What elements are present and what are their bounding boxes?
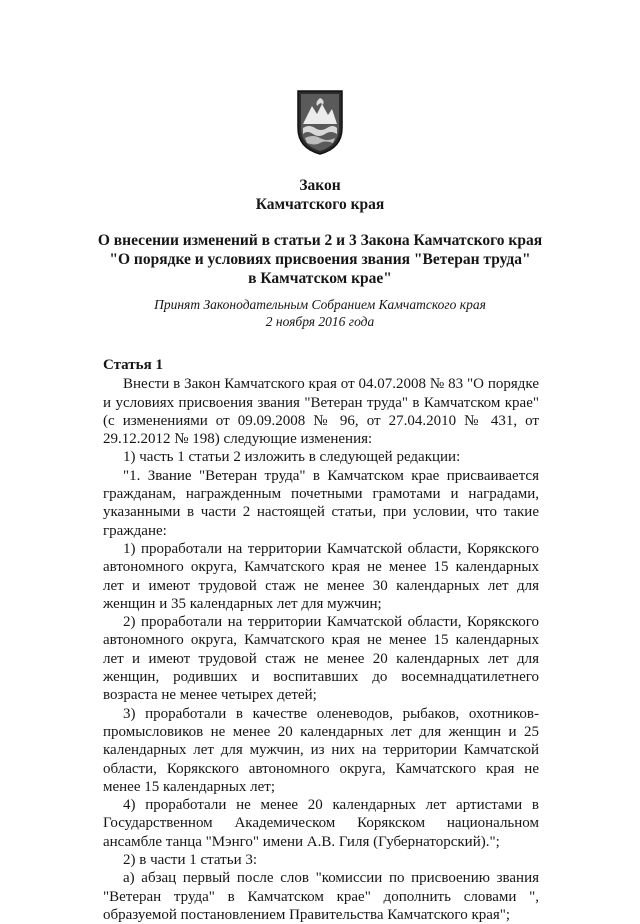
article-paragraph: 2) в части 1 статьи 3: <box>123 852 258 869</box>
article-paragraph: 1) часть 1 статьи 2 изложить в следующей редакции: <box>123 449 461 466</box>
article-paragraph: а) абзац первый после слов "комиссии по присвоению звания "Ветеран труда" в Камчатском крае" дополнить словами ", образуемой постановлением Правительства Камчатского края"; <box>103 870 539 923</box>
law-subject-line-1: О внесении изменений в статьи 2 и 3 Закона Камчатского края <box>97 232 543 249</box>
adoption-date: 2 ноября 2016 года <box>265 314 375 329</box>
law-title <box>0 176 640 214</box>
kamchatka-coat-of-arms-icon <box>295 88 345 156</box>
law-subject <box>0 231 640 288</box>
article-paragraph: 4) проработали не менее 20 календарных лет артистами в Государственном Академическом Корякском национальном ансамбле танца "Мэнго" имени А.В. Гиля (Губернаторский)."; <box>103 797 539 850</box>
law-title-line-2: Камчатского края <box>255 196 385 213</box>
article-paragraph: 1) проработали на территории Камчатской области, Корякского автономного округа, Камчатского края не менее 15 календарных лет и имеют трудовой стаж не менее 30 календарных лет для женщин и 35 календарных лет для мужчин; <box>103 540 539 612</box>
adoption-note-line-1: Принят Законодательным Собранием Камчатского края <box>154 297 486 312</box>
article-paragraph: 3) проработали в качестве оленеводов, рыбаков, охотников-промысловиков не менее 20 календарных лет для женщин и 25 календарных лет для мужчин, из них на территории Камчатской области, Корякского автономного округа, Камчатского края не менее 15 календарных лет; <box>103 705 539 795</box>
article-heading: Статья 1 <box>103 357 163 373</box>
law-subject-line-3: в Камчатском крае" <box>248 270 392 287</box>
article-body <box>103 356 539 924</box>
article-paragraph: "1. Звание "Ветеран труда" в Камчатском крае присваивается гражданам, награжденным почетными грамотами и наградами, указанными в части 2 настоящей статьи, при условии, что такие граждане: <box>103 467 539 539</box>
adoption-note <box>0 296 640 330</box>
law-subject-line-2: "О порядке и условиях присвоения звания "Ветеран труда" <box>109 251 531 268</box>
article-paragraph: Внести в Закон Камчатского края от 04.07.2008 № 83 "О порядке и условиях присвоения звания "Ветеран труда" в Камчатском крае" (с изменениями от 09.09.2008 № 96, от 27.04.2010 № 431, от 29.12.2012 № 198) следующие изменения: <box>103 376 539 448</box>
article-paragraph: 2) проработали на территории Камчатской области, Корякского автономного округа, Камчатского края не менее 15 календарных лет и имеют трудовой стаж не менее 20 календарных лет для женщин, родивших и воспитавших до восемнадцатилетнего возраста не менее четырех детей; <box>103 614 539 704</box>
law-title-line-1: Закон <box>299 177 341 194</box>
